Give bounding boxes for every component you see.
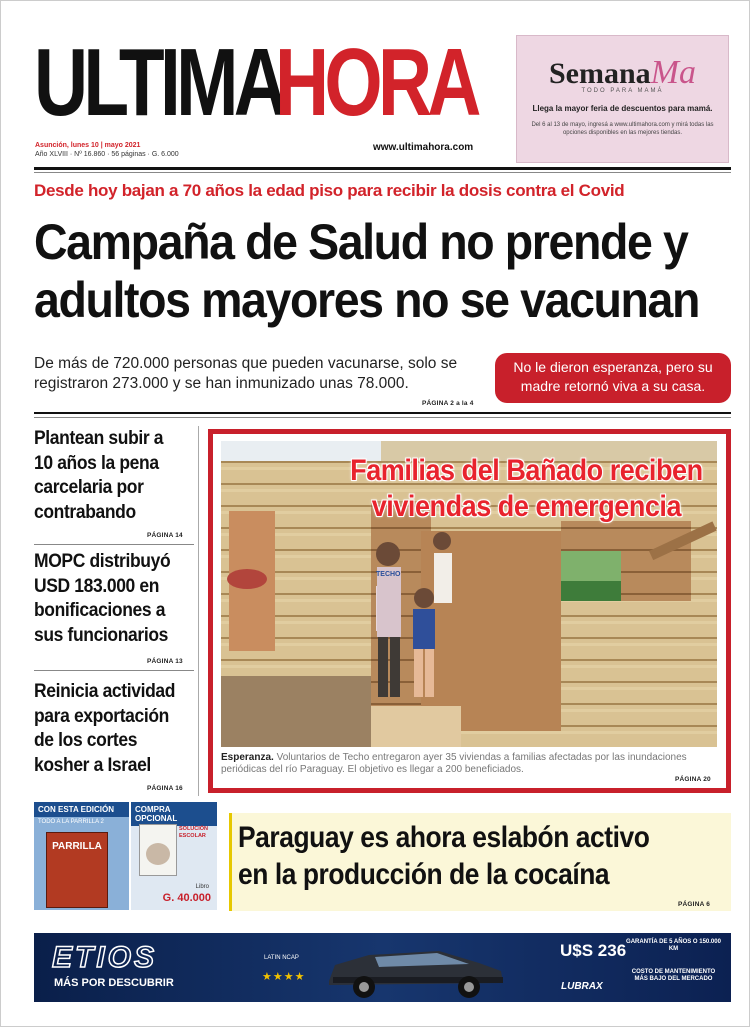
- brief-divider: [34, 670, 194, 671]
- lead-headline-line1: Campaña de Salud no prende y: [34, 214, 688, 270]
- lead-divider-thin: [34, 417, 731, 418]
- ad-price: U$S 236: [560, 941, 627, 960]
- place-date: Asunción, lunes 10 | mayo 2021: [35, 142, 141, 149]
- feature-headline-line2: en la producción de la cocaína: [238, 858, 610, 891]
- offer-label: CON ESTA EDICIÓN: [34, 802, 129, 817]
- ad-slogan: MÁS POR DESCUBRIR: [54, 977, 174, 989]
- promo-title-script: Ma: [650, 54, 696, 91]
- lead-headline[interactable]: [34, 213, 700, 329]
- masthead-divider-thin: [34, 172, 731, 173]
- lead-page-ref: PÁGINA 2 a la 4: [422, 400, 474, 407]
- ad-warranty: GARANTÍA DE 5 AÑOS O 150.000 KM: [626, 939, 721, 952]
- newspaper-logo[interactable]: [34, 29, 496, 137]
- logo-word-hora: HORA: [275, 29, 478, 136]
- brief-item[interactable]: Reinicia actividad para exportación de los cortes kosher a Israel: [34, 681, 176, 776]
- price-label: Libro: [195, 884, 209, 890]
- side-note-box[interactable]: No le dieron esperanza, pero su madre retornó viva a su casa.: [495, 353, 731, 403]
- photo-caption: [221, 752, 717, 776]
- offer-subtitle: TODO A LA PARRILLA 2: [38, 819, 104, 825]
- offer-con-esta-edicion[interactable]: [34, 802, 129, 910]
- caption-text: Voluntarios de Techo entregaron ayer 35 viviendas a familias afectadas por las inundaciones periódicas del río Paraguay. El objetivo es llegar a 200 beneficiados.: [221, 752, 687, 775]
- book-cover-solucion: [139, 824, 177, 876]
- edition-meta: [35, 141, 179, 159]
- brief-page-ref: PÁGINA 16: [147, 785, 183, 792]
- photo-story-title-line1: Familias del Bañado reciben: [350, 454, 703, 487]
- website-link[interactable]: www.ultimahora.com: [373, 142, 474, 153]
- brief-page-ref: PÁGINA 13: [147, 658, 183, 665]
- book-cover-portrait: [146, 843, 170, 865]
- caption-lead: Esperanza.: [221, 752, 274, 763]
- feature-headline-line1: Paraguay es ahora eslabón activo: [238, 821, 650, 854]
- masthead-divider: [34, 167, 731, 170]
- logo-word-ultima: ULTIMA: [34, 29, 284, 136]
- ad-stars: ★★★★: [262, 971, 306, 983]
- column-divider: [198, 426, 199, 796]
- lead-divider: [34, 412, 731, 414]
- ad-maintenance: COSTO DE MANTENIMIENTO MÁS BAJO DEL MERCADO: [631, 969, 716, 982]
- promo-banner-semana-ma[interactable]: [516, 35, 729, 163]
- brief-page-ref: PÁGINA 14: [147, 532, 183, 539]
- feature-headline[interactable]: [238, 819, 660, 893]
- book-cover-parrilla: [46, 832, 108, 908]
- lead-headline-line2: adultos mayores no se vacunan: [34, 272, 700, 328]
- promo-details: Del 6 al 13 de mayo, ingresá a www.ultimahora.com y mirá todas las opciones disponibles en las mejores tiendas.: [531, 122, 714, 136]
- lead-deck: De más de 720.000 personas que pueden vacunarse, solo se registraron 273.000 y se han inmunizado unas 78.000.: [34, 355, 458, 392]
- ad-brand: ETIOS: [52, 941, 158, 974]
- promo-tagline: TODO PARA MAMÁ: [581, 88, 664, 94]
- brief-item[interactable]: Plantean subir a 10 años la pena carcelaria por contrabando: [34, 428, 164, 523]
- book-title: SOLUCIÓN ESCOLAR: [179, 826, 209, 839]
- book-title: PARRILLA: [52, 841, 102, 852]
- offer-compra-opcional[interactable]: [131, 802, 217, 910]
- photo-story-title[interactable]: [351, 453, 703, 525]
- edition-info: Año XLVIII · Nº 16.860 · 56 páginas · G. 6.000: [35, 151, 179, 158]
- brief-divider: [34, 544, 194, 545]
- car-advertisement[interactable]: [34, 933, 731, 1002]
- ad-safety-rating: LATIN NCAP: [264, 955, 299, 961]
- photo-page-ref: PÁGINA 20: [675, 776, 711, 783]
- house-photo[interactable]: [221, 441, 717, 747]
- promo-headline: Llega la mayor feria de descuentos para mamá.: [532, 104, 713, 113]
- car-icon: [319, 937, 509, 1001]
- feature-page-ref: PÁGINA 6: [678, 901, 711, 908]
- shirt-text: TECHO: [376, 571, 401, 578]
- lead-kicker[interactable]: Desde hoy bajan a 70 años la edad piso para recibir la dosis contra el Covid: [34, 181, 625, 200]
- ad-partner: LUBRAX: [561, 981, 603, 992]
- book-price: G. 40.000: [162, 892, 211, 904]
- promo-title-main: Semana: [548, 57, 651, 90]
- offer-label: COMPRA OPCIONAL: [131, 802, 217, 826]
- promo-title: [517, 54, 728, 92]
- photo-story-title-line2: viviendas de emergencia: [372, 490, 682, 523]
- brief-item[interactable]: MOPC distribuyó USD 183.000 en bonificaciones a sus funcionarios: [34, 551, 171, 646]
